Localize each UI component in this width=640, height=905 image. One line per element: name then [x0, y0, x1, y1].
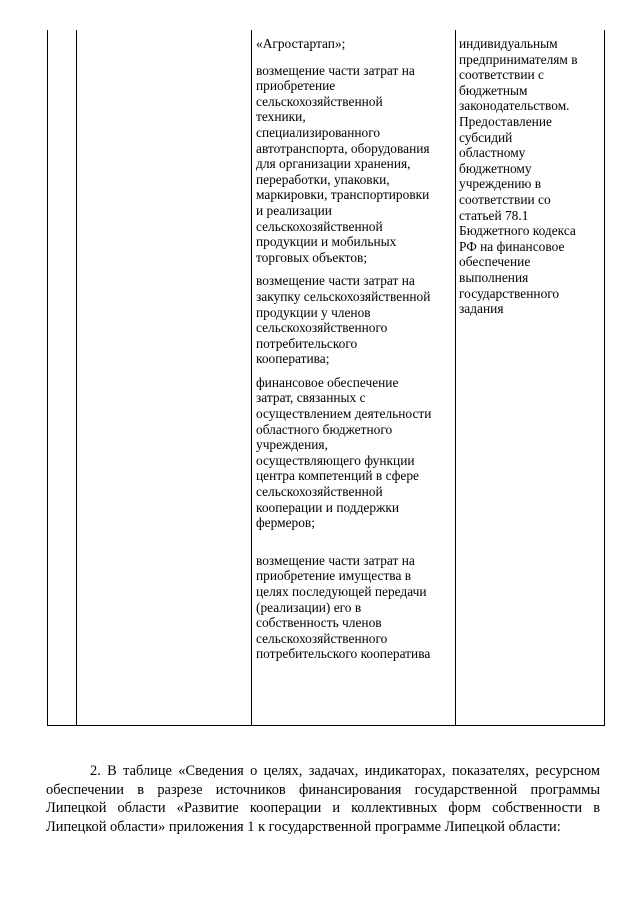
text-line: центра компетенций в сфере: [256, 468, 419, 484]
text-line: сельскохозяйственного: [256, 320, 388, 336]
text-line: соответствии с: [459, 67, 544, 83]
text-line: переработки, упаковки,: [256, 171, 390, 187]
text-line: приобретение: [256, 78, 336, 94]
text-line: обеспечение: [459, 254, 531, 270]
text-line: для организации хранения,: [256, 156, 411, 172]
text-line: техники,: [256, 109, 306, 125]
measure-entry-equipment: [256, 63, 453, 266]
text-line: сельскохозяйственной: [256, 484, 383, 500]
text-line: возмещение части затрат на: [256, 273, 415, 289]
text-line: бюджетным: [459, 82, 528, 98]
text-line: сельскохозяйственной: [256, 218, 383, 234]
text-line: осуществлением деятельности: [256, 406, 432, 422]
text-line: осуществляющего функции: [256, 452, 415, 468]
text-line: областного бюджетного: [256, 421, 393, 437]
text-line: фермеров;: [256, 515, 315, 531]
text-line: сельскохозяйственной: [256, 93, 383, 109]
measure-entry-agrostartap: [256, 36, 453, 52]
amendment-paragraph: 2. В таблице «Сведения о целях, задачах, индикаторах, показателях, ресурсном обеспечении в разрезе источников финансирования государственной программы Липецкой области «Развитие кооперации и коллективных форм собственности в Липецкой области» приложения 1 к государственной программе Липецкой области:: [46, 763, 600, 835]
table-divider-2: [251, 30, 252, 726]
text-line: продукции и мобильных: [256, 234, 397, 250]
text-line: субсидий: [459, 129, 513, 145]
text-line: финансовое обеспечение: [256, 374, 399, 390]
text-line: возмещение части затрат на: [256, 62, 415, 78]
text-line: задания: [459, 301, 504, 317]
text-line: кооператива;: [256, 351, 330, 367]
text-line: учреждению в: [459, 176, 542, 192]
text-line: закупку сельскохозяйственной: [256, 288, 431, 304]
text-line: (реализации) его в: [256, 599, 362, 615]
table-border-right: [604, 30, 605, 726]
table-divider-3: [455, 30, 456, 726]
text-line: учреждения,: [256, 437, 328, 453]
text-line: маркировки, транспортировки: [256, 187, 430, 203]
text-line: Предоставление: [459, 113, 552, 129]
text-line: возмещение части затрат на: [256, 552, 415, 568]
table-divider-1: [76, 30, 77, 726]
text-line: сельскохозяйственного: [256, 630, 388, 646]
text-line: потребительского кооператива: [256, 646, 431, 662]
text-line: индивидуальным: [459, 36, 558, 51]
text-line: областному: [459, 145, 526, 161]
text-line: приобретение имущества в: [256, 568, 412, 584]
table-grid: [0, 30, 640, 726]
text-line: предпринимателям в: [459, 51, 578, 67]
text-line: затрат, связанных с: [256, 390, 366, 406]
text-line: государственного: [459, 285, 560, 301]
measure-entry-property: [256, 553, 453, 662]
measure-entry-competence-center: [256, 375, 453, 531]
text-line: РФ на финансовое: [459, 238, 565, 254]
text-line: потребительского: [256, 335, 358, 351]
text-line: торговых объектов;: [256, 249, 368, 265]
text-line: бюджетному: [459, 160, 532, 176]
recipients-cell: [459, 36, 601, 317]
text-line: и реализации: [256, 202, 332, 218]
text-line: Бюджетного кодекса: [459, 223, 576, 239]
text-line: продукции у членов: [256, 304, 371, 320]
text-line: статьей 78.1: [459, 207, 529, 223]
table-bottom-border: [47, 725, 605, 726]
text-line: выполнения: [459, 269, 529, 285]
measures-cell: [256, 36, 453, 662]
measure-entry-purchase: [256, 273, 453, 367]
text-line: соответствии со: [459, 191, 551, 207]
table-border-left: [47, 30, 48, 726]
text-line: собственность членов: [256, 615, 382, 631]
text-line: «Агростартап»;: [256, 36, 346, 51]
text-line: кооперации и поддержки: [256, 499, 399, 515]
text-line: автотранспорта, оборудования: [256, 140, 430, 156]
text-line: целях последующей передачи: [256, 584, 427, 599]
text-line: законодательством.: [459, 98, 570, 114]
text-line: специализированного: [256, 124, 381, 140]
